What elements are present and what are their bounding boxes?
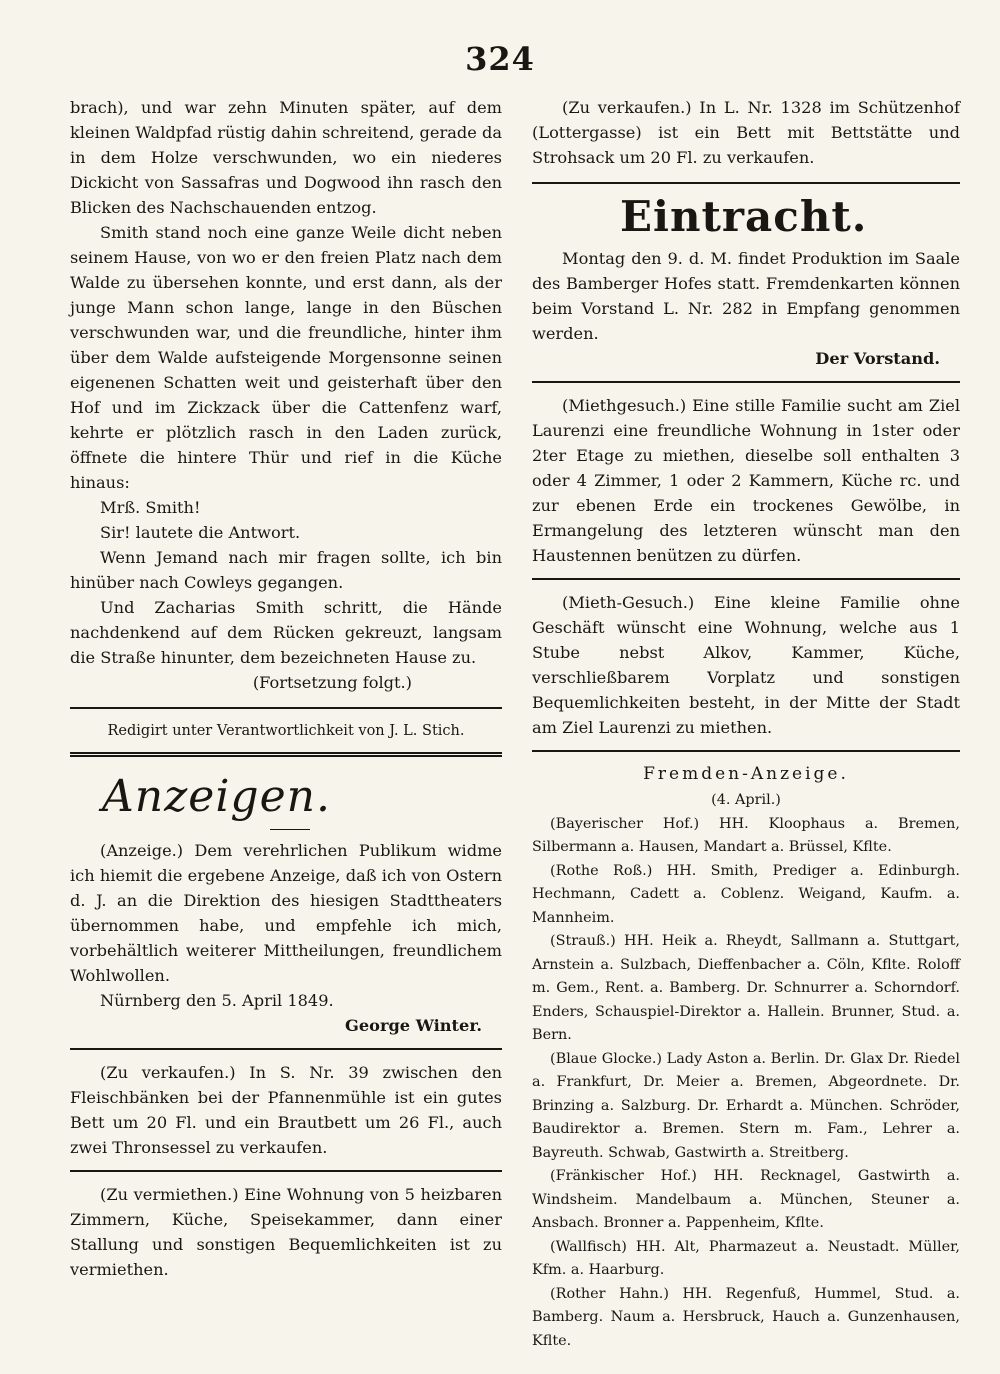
list-item: (Rother Hahn.) HH. Regenfuß, Hummel, Stud. a. Bamberg. Naum a. Hersbruck, Hauch a. Gunzenhausen, Kflte. xyxy=(532,1285,960,1349)
story-paragraph: Und Zacharias Smith schritt, die Hände nachdenkend auf dem Rücken gekreuzt, langsam die Straße hinunter, dem bezeichneten Hause zu. xyxy=(70,598,502,667)
divider xyxy=(70,707,502,709)
ad-wanted-apartment: (Miethgesuch.) Eine stille Familie sucht am Ziel Laurenzi eine freundliche Wohnung in 1ster oder 2ter Etage zu miethen, dieselbe soll enthalten 3 oder 4 Zimmer, 1 oder 2 Kammern, Küche rc. und zur ebenen Erde ein trockenes Gewölbe, in Ermangelung des letzteren wünscht man den Haustennen benützen zu dürfen. xyxy=(532,396,960,565)
page-number: 324 xyxy=(465,40,535,78)
divider xyxy=(532,381,960,383)
list-item: (Bayerischer Hof.) HH. Kloophaus a. Bremen, Silbermann a. Hausen, Mandart a. Brüssel, Kflte. xyxy=(532,815,960,855)
divider xyxy=(70,1048,502,1050)
ad-theater: (Anzeige.) Dem verehrlichen Publikum widme ich hiemit die ergebene Anzeige, daß ich von Ostern d. J. an die Direktion des hiesigen Stadttheaters übernommen habe, und empfehle ich mich, vorbehältlich weiterer Mittheilungen, freundlichem Wohlwollen. xyxy=(70,841,502,985)
ad-theater-date: Nürnberg den 5. April 1849. xyxy=(100,991,334,1010)
story-paragraph: Sir! lautete die Antwort. xyxy=(100,523,301,542)
ad-wanted-apartment-2: (Mieth-Gesuch.) Eine kleine Familie ohne Geschäft wünscht eine Wohnung, welche aus 1 Stube nebst Alkov, Kammer, Küche, verschließbarem Vorplatz und sonstigen Bequemlichkeiten besteht, in der Mitte der Stadt am Ziel Laurenzi zu miethen. xyxy=(532,593,960,737)
divider xyxy=(270,829,310,830)
list-item: (Blaue Glocke.) Lady Aston a. Berlin. Dr. Glax Dr. Riedel a. Frankfurt, Dr. Meier a. Bremen, Abgeordnete. Dr. Brinzing a. Salzburg. Dr. Erhardt a. München. Schröder, Baudirektor a. Bremen. Stern m. Fam., Lehrer a. Bayreuth. Schwab, Gastwirth a. Streitberg. xyxy=(532,1050,960,1161)
eintracht-signature: Der Vorstand. xyxy=(815,349,940,368)
left-column xyxy=(70,95,502,1282)
divider xyxy=(70,752,502,757)
right-column xyxy=(532,95,960,1353)
story-paragraph: Mrß. Smith! xyxy=(100,498,201,517)
eintracht-notice: Montag den 9. d. M. findet Produktion im Saale des Bamberger Hofes statt. Fremdenkarten können beim Vorstand L. Nr. 282 in Empfang genommen werden. xyxy=(532,249,960,343)
ad-sale-bed: (Zu verkaufen.) In L. Nr. 1328 im Schützenhof (Lottergasse) ist ein Bett mit Bettstätte und Strohsack um 20 Fl. zu verkaufen. xyxy=(532,98,960,167)
ad-rent-apartment: (Zu vermiethen.) Eine Wohnung von 5 heizbaren Zimmern, Küche, Speisekammer, dann einer Stallung und sonstigen Bequemlichkeiten ist zu vermiethen. xyxy=(70,1185,502,1279)
story-paragraph: Wenn Jemand nach mir fragen sollte, ich bin hinüber nach Cowleys gegangen. xyxy=(70,548,502,592)
ad-theater-signature: George Winter. xyxy=(345,1016,482,1035)
eintracht-heading: Eintracht. xyxy=(620,192,868,241)
fremden-heading: Fremden-Anzeige. xyxy=(643,764,849,784)
divider xyxy=(532,182,960,184)
fremden-list xyxy=(532,813,960,1354)
list-item: (Rothe Roß.) HH. Smith, Prediger a. Edinburgh. Hechmann, Cadett a. Coblenz. Weigand, Kaufm. a. Mannheim. xyxy=(532,862,960,926)
divider xyxy=(70,1170,502,1172)
list-item: (Fränkischer Hof.) HH. Recknagel, Gastwirth a. Windsheim. Mandelbaum a. München, Steuner a. Ansbach. Bronner a. Pappenheim, Kflte. xyxy=(532,1168,960,1231)
divider xyxy=(532,750,960,752)
story-paragraph: brach), und war zehn Minuten später, auf dem kleinen Waldpfad rüstig dahin schreitend, gerade da in dem Holze verschwunden, wo ein niederes Dickicht von Sassafras und Dogwood ihn rasch den Blicken des Nachschauenden entzog. xyxy=(70,98,502,217)
continuation-note: (Fortsetzung folgt.) xyxy=(252,673,412,692)
list-item: (Wallfisch) HH. Alt, Pharmazeut a. Neustadt. Müller, Kfm. a. Haarburg. xyxy=(532,1238,960,1278)
ad-sale-beds: (Zu verkaufen.) In S. Nr. 39 zwischen den Fleischbänken bei der Pfannenmühle ist ein gutes Bett um 20 Fl. und ein Brautbett um 26 Fl., auch zwei Thronsessel zu verkaufen. xyxy=(70,1063,502,1157)
editor-line: Redigirt unter Verantwortlichkeit von J. L. Stich. xyxy=(107,723,465,739)
anzeigen-heading: Anzeigen. xyxy=(102,771,331,822)
story-paragraph: Smith stand noch eine ganze Weile dicht neben seinem Hause, von wo er den freien Platz nach dem Walde zu übersehen konnte, und erst dann, als der junge Mann schon lange, lange in den Büschen verschwunden war, und die freundliche, hinter ihm über dem Walde aufsteigende Morgensonne seinen eigenenen Schatten weit und geisterhaft über den Hof und im Zickzack über die Cattenfenz warf, kehrte er plötzlich rasch in den Laden zurück, öffnete die hintere Thür und rief in die Küche hinaus: xyxy=(70,223,502,492)
list-item: (Strauß.) HH. Heik a. Rheydt, Sallmann a. Stuttgart, Arnstein a. Sulzbach, Dieffenbacher a. Cöln, Kflte. Roloff m. Gem., Rent. a. Bamberg. Dr. Schnurrer a. Schorndorf. Enders, Schauspiel-Direktor a. Hallein. Brunner, Stud. a. Bern. xyxy=(532,933,960,1043)
divider xyxy=(532,578,960,580)
fremden-date: (4. April.) xyxy=(711,792,781,808)
